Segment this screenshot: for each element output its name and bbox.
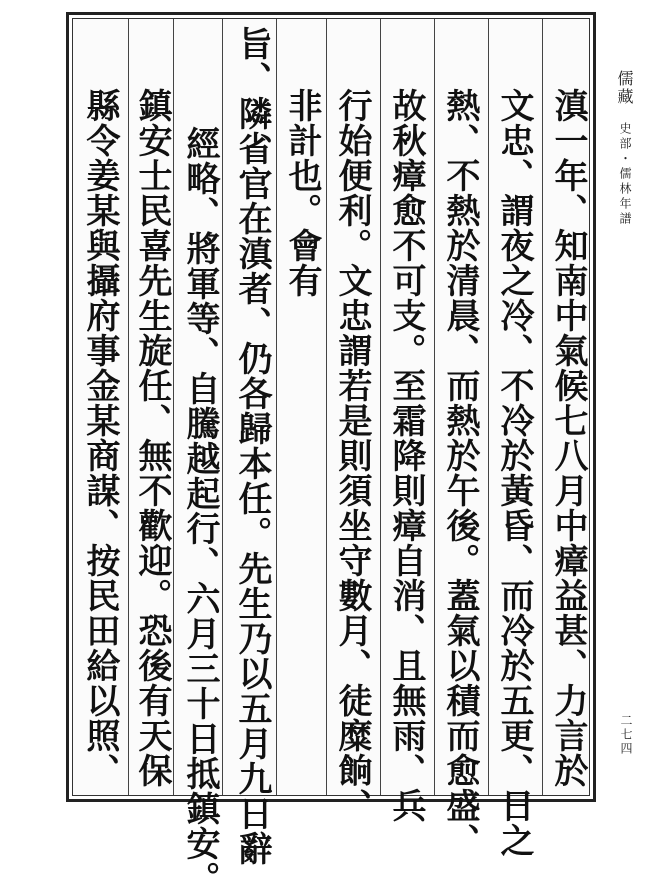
text-column-7: 旨、隣省官在滇者、仍各歸本任。先生乃以五月九日辭	[232, 26, 272, 866]
column-divider	[128, 19, 129, 795]
text-column-5: 行始便利。文忠謂若是則須坐守數月、徒糜餉、	[332, 88, 372, 823]
text-column-10: 縣令姜某與攝府事金某商謀、按民田給以照、	[80, 88, 120, 788]
collection-title: 儒藏	[615, 70, 634, 106]
column-divider	[434, 19, 435, 795]
column-divider	[542, 19, 543, 795]
column-divider	[380, 19, 381, 795]
column-divider	[276, 19, 277, 795]
column-divider	[488, 19, 489, 795]
column-divider	[173, 19, 174, 795]
text-column-3: 熱、不熱於清晨、而熱於午後。蓋氣以積而愈盛、	[440, 88, 480, 858]
text-column-4: 故秋瘴愈不可支。至霜降則瘴自消、且無雨、兵	[386, 88, 426, 823]
column-divider	[326, 19, 327, 795]
text-column-2: 文忠、謂夜之冷、不冷於黃昏、而冷於五更、日之	[494, 88, 534, 858]
page-number: 二七四	[619, 714, 633, 756]
text-column-6: 非計也。會有	[282, 88, 322, 298]
text-column-9: 鎮安士民喜先生旋任、無不歡迎。恐後有天保	[132, 88, 172, 788]
text-column-8: 經略、將軍等、自騰越起行、六月三十日抵鎮安。	[180, 126, 220, 896]
section-label: 史部・儒林年譜	[618, 122, 632, 227]
column-divider	[222, 19, 223, 795]
text-column-1: 滇一年、知南中氣候七八月中瘴益甚、力言於	[548, 88, 588, 788]
